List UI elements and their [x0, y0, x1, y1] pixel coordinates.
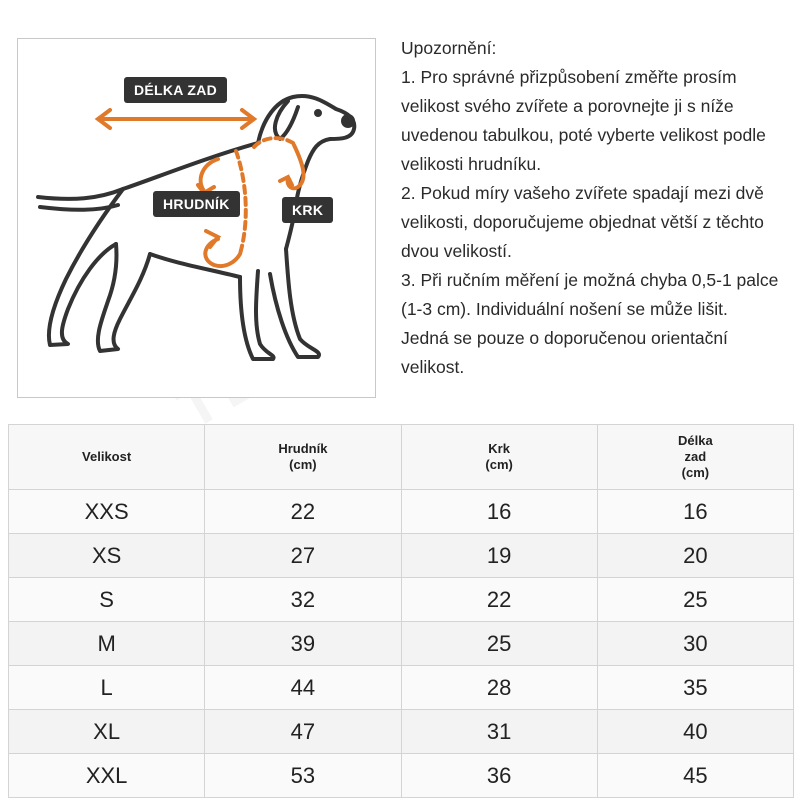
size-chart-table [8, 424, 794, 798]
cell-back: 30 [597, 622, 793, 666]
table-header-row [9, 425, 794, 490]
cell-size: XL [9, 710, 205, 754]
chest-label: HRUDNÍK [153, 191, 240, 217]
cell-neck: 28 [401, 666, 597, 710]
cell-chest: 32 [205, 578, 401, 622]
header-chest [205, 425, 401, 490]
header-back-label-2: zad [684, 449, 707, 464]
table-row [9, 666, 794, 710]
header-back-label: Délka [678, 433, 713, 448]
cell-neck: 22 [401, 578, 597, 622]
cell-neck: 31 [401, 710, 597, 754]
cell-chest: 53 [205, 754, 401, 798]
dog-measurement-diagram [17, 38, 376, 398]
cell-chest: 22 [205, 490, 401, 534]
header-back-length [597, 425, 793, 490]
note-item: 3. Při ručním měření je možná chyba 0,5-1 palce (1-3 cm). Individuální nošení se může lišit. [401, 270, 779, 319]
cell-size: S [9, 578, 205, 622]
cell-size: XXL [9, 754, 205, 798]
cell-neck: 19 [401, 534, 597, 578]
header-size [9, 425, 205, 490]
cell-chest: 44 [205, 666, 401, 710]
neck-measure-loop [254, 138, 304, 188]
cell-chest: 39 [205, 622, 401, 666]
header-chest-unit: (cm) [289, 457, 317, 472]
cell-size: XS [9, 534, 205, 578]
header-chest-label: Hrudník [278, 441, 328, 456]
cell-back: 16 [597, 490, 793, 534]
back-length-arrow [98, 110, 254, 128]
header-back-unit: (cm) [681, 465, 710, 480]
header-neck [401, 425, 597, 490]
cell-size: XXS [9, 490, 205, 534]
cell-neck: 25 [401, 622, 597, 666]
cell-back: 25 [597, 578, 793, 622]
notes-heading: Upozornění: [401, 38, 497, 58]
table-row [9, 622, 794, 666]
back-length-label: DÉLKA ZAD [124, 77, 227, 103]
cell-back: 45 [597, 754, 793, 798]
notes-footer: Jedná se pouze o doporučenou orientační velikost. [401, 328, 728, 377]
note-item: 2. Pokud míry vašeho zvířete spadají mezi dvě velikosti, doporučujeme objednat větší z těchto dvou velikostí. [401, 183, 764, 261]
cell-chest: 27 [205, 534, 401, 578]
header-neck-unit: (cm) [485, 457, 513, 472]
table-row [9, 490, 794, 534]
header-neck-label: Krk [488, 441, 510, 456]
cell-size: M [9, 622, 205, 666]
cell-back: 20 [597, 534, 793, 578]
table-row [9, 710, 794, 754]
table-row [9, 578, 794, 622]
header-size-label: Velikost [82, 449, 132, 464]
size-notes [401, 34, 793, 382]
table-row [9, 754, 794, 798]
cell-neck: 16 [401, 490, 597, 534]
cell-neck: 36 [401, 754, 597, 798]
cell-chest: 47 [205, 710, 401, 754]
note-item: 1. Pro správné přizpůsobení změřte prosím velikost svého zvířete a porovnejte ji s níže uvedenou tabulkou, poté vyberte velikost podle velikosti hrudníku. [401, 67, 766, 174]
table-row [9, 534, 794, 578]
cell-size: L [9, 666, 205, 710]
cell-back: 35 [597, 666, 793, 710]
cell-back: 40 [597, 710, 793, 754]
neck-label: KRK [282, 197, 333, 223]
dog-outline [38, 96, 354, 359]
